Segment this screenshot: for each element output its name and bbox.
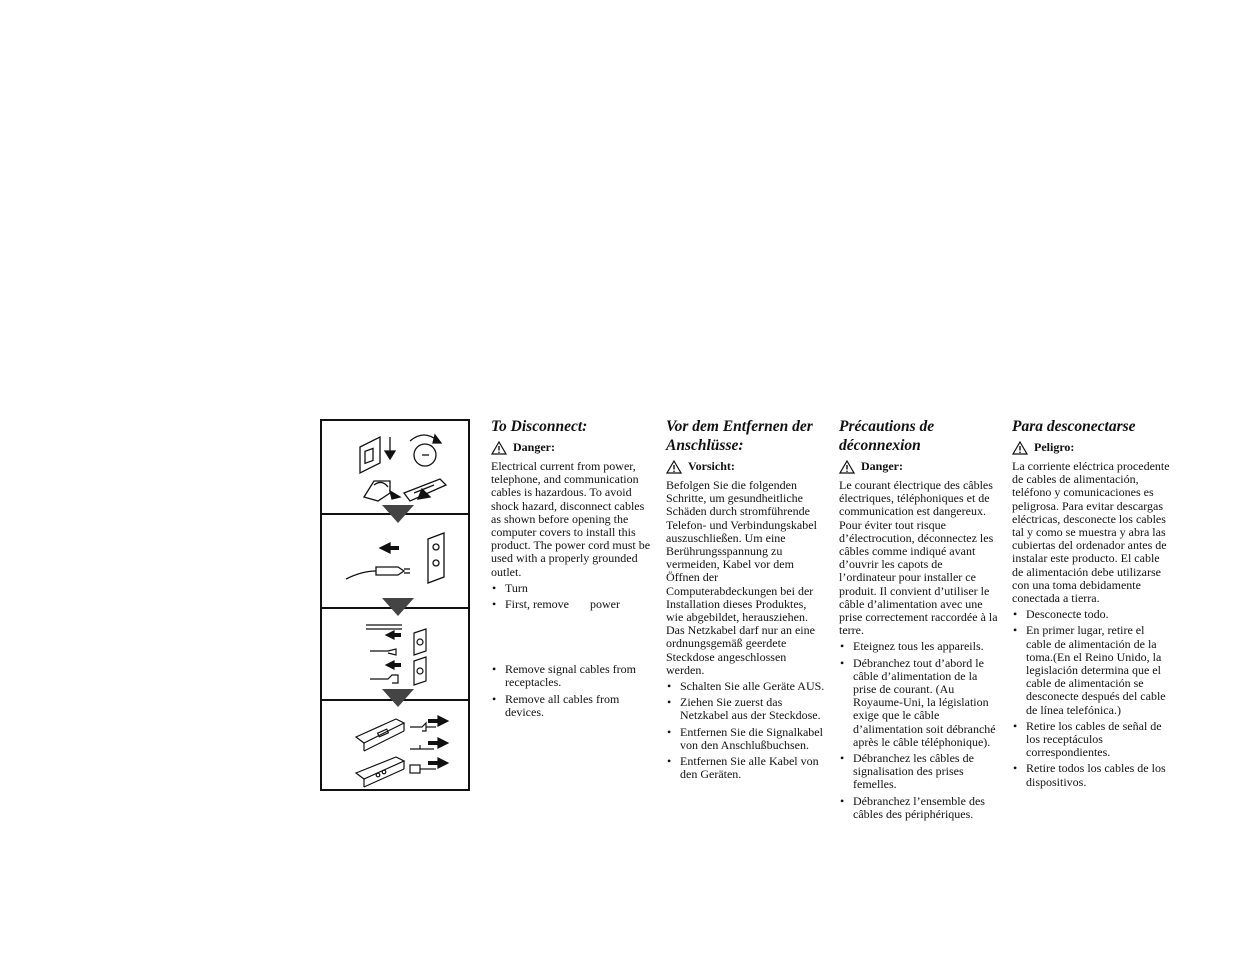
disconnect-diagram <box>320 419 470 791</box>
warning-paragraph: Electrical current from power, telephone, and communication cables is hazardous. To avoid shock hazard, disconnect cables as shown before opening the computer covers to install this product. The power cord must be used with a properly grounded outlet. <box>491 459 651 579</box>
column-french <box>839 417 999 824</box>
step-item: • Eteignez tous les appareils. <box>839 640 999 653</box>
warning-label: Danger: <box>861 459 903 473</box>
step-item: • Ziehen Sie zuerst das Netzkabel aus der Steckdose. <box>666 696 826 722</box>
step-item: • Débranchez tout d’abord le câble d’alimentation de la prise de courant. (Au Royaume-Uni, la législation exige que le câble d’alimentation soit débranché après le câble téléphonique). <box>839 657 999 749</box>
steps-list <box>491 582 651 719</box>
warning-label: Peligro: <box>1034 440 1075 454</box>
down-arrow-icon <box>382 505 414 525</box>
panel-remove-signal <box>322 607 468 699</box>
step-item: • First, remove power <box>491 598 651 611</box>
signal-cables-illustration <box>322 609 468 701</box>
panel-turn-off <box>322 421 468 513</box>
panel-remove-device-cables <box>322 699 468 789</box>
step-item: • En primer lugar, retire el cable de alimentación de la toma.(En el Reino Unido, la legislación determina que el cable de alimentación se desconecte después del cable de línea telefónica.) <box>1012 624 1170 716</box>
step-item: • Turn <box>491 582 651 595</box>
step-item: • Débranchez l’ensemble des câbles des périphériques. <box>839 795 999 821</box>
column-spanish <box>1012 417 1170 792</box>
device-cables-illustration <box>322 701 468 791</box>
power-cord-illustration <box>322 515 468 607</box>
step-item: • Entfernen Sie die Signalkabel von den Anschlußbuchsen. <box>666 726 826 752</box>
steps-list <box>666 680 826 781</box>
warning-triangle-icon <box>666 460 682 474</box>
step-item: • Desconecte todo. <box>1012 608 1170 621</box>
warning-paragraph: Befolgen Sie die folgenden Schritte, um gesundheitliche Schäden durch stromführende Telefon- und Verbindungskabel auszuschließen. Um eine Berührungsspannung zu vermeiden, Kabel vor dem Öffnen der Computerabdeckungen bei der Installation dieses Produktes, wie abgebildet, herausziehen. Das Netzkabel darf nur an eine ordnungsgemäß geerdete Steckdose angeschlossen werden. <box>666 478 817 677</box>
warning-paragraph: La corriente eléctrica procedente de cables de alimentación, teléfono y comunicaciones es peligrosa. Para evitar descargas eléctricas, desconecte los cables tal y como se muestra y abra las cubiertas del ordenador antes de instalar este producto. El cable de alimentación debe utilizarse con una toma debidamente conectada a tierra. <box>1012 459 1170 606</box>
step-item: • Entfernen Sie alle Kabel von den Geräten. <box>666 755 826 781</box>
step-item: • Schalten Sie alle Geräte AUS. <box>666 680 826 693</box>
warning-line <box>666 459 826 474</box>
panel-remove-power <box>322 513 468 607</box>
section-title: Précautions de déconnexion <box>839 418 935 454</box>
step-item: • Débranchez les câbles de signalisation des prises femelles. <box>839 752 999 792</box>
step-item: • Retire los cables de señal de los receptáculos correspondientes. <box>1012 720 1170 760</box>
section-title: Para desconectarse <box>1012 418 1136 435</box>
warning-line <box>1012 440 1170 455</box>
warning-triangle-icon <box>839 460 855 474</box>
warning-paragraph: Le courant électrique des câbles électriques, téléphoniques et de communication est dangereux. Pour éviter tout risque d’électrocution, déconnectez les câbles comme indiqué avant d’ouvrir les capots de l’ordinateur pour installer ce produit. Il convient d’utiliser le câble d’alimentation avec une prise correctement raccordée à la terre. <box>839 478 998 638</box>
warning-triangle-icon <box>1012 441 1028 455</box>
warning-line <box>839 459 999 474</box>
column-german <box>666 417 826 784</box>
step-item: • Remove all cables from devices. <box>491 693 651 719</box>
power-switch-illustration <box>322 421 468 513</box>
steps-list <box>1012 608 1170 789</box>
warning-label: Danger: <box>513 440 555 454</box>
steps-list <box>839 640 999 821</box>
section-title: Vor dem Entfernen der Anschlüsse: <box>666 418 813 454</box>
step-item: • Remove signal cables from receptacles. <box>491 663 651 689</box>
step-item: • Retire todos los cables de los dispositivos. <box>1012 762 1170 788</box>
warning-line <box>491 440 651 455</box>
section-title: To Disconnect: <box>491 418 588 435</box>
warning-label: Vorsicht: <box>688 459 735 473</box>
down-arrow-icon <box>382 598 414 618</box>
column-english <box>491 417 651 722</box>
down-arrow-icon <box>382 689 414 709</box>
warning-triangle-icon <box>491 441 507 455</box>
